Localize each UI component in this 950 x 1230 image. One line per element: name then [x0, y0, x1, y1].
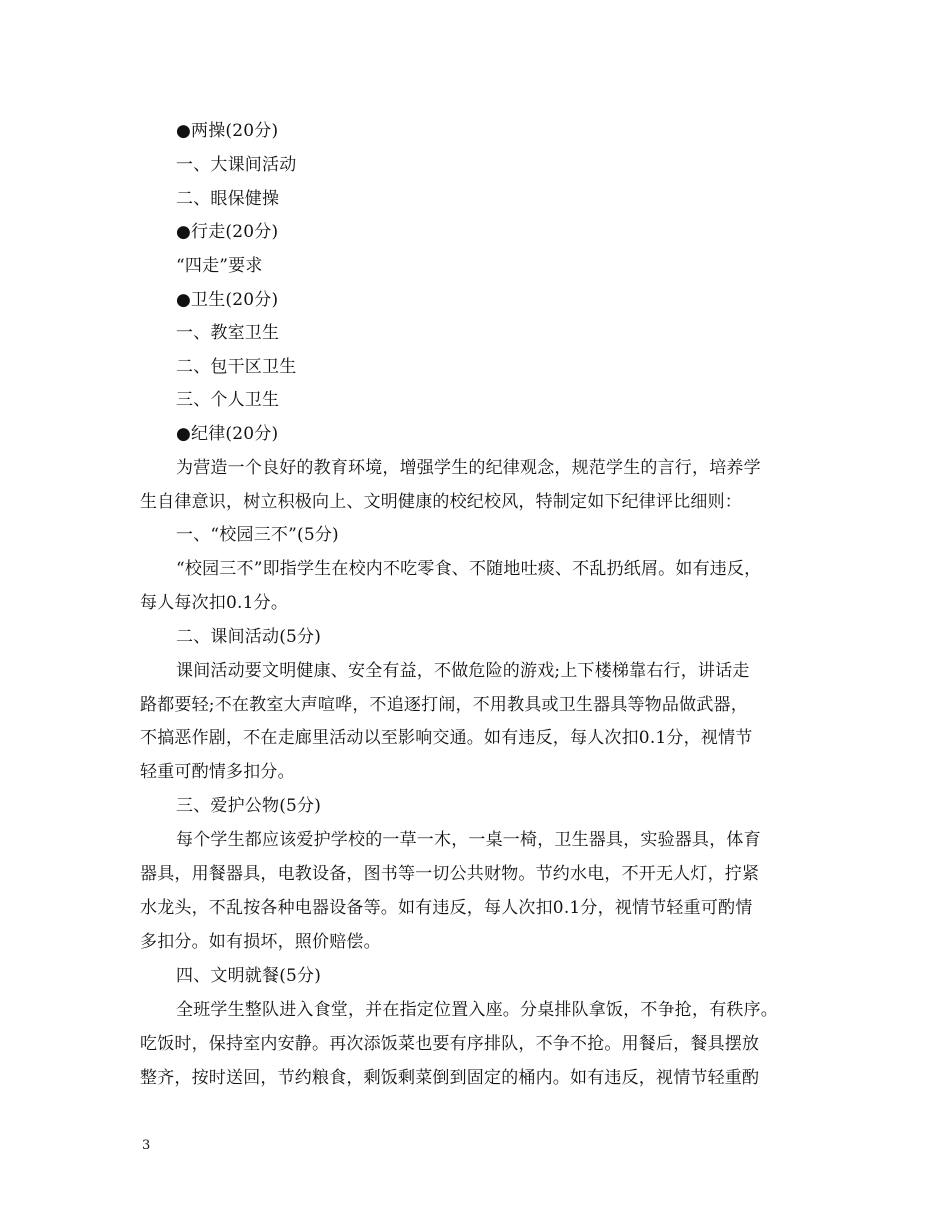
item-big-recess-activity: 一、大课间活动: [176, 155, 297, 175]
paragraph-line: 每个学生都应该爱护学校的一草一木，一桌一椅，卫生器具，实验器具，体育: [176, 830, 761, 850]
page-number: 3: [142, 1138, 151, 1153]
subheading-protect-property: 三、爱护公物(5分): [176, 796, 322, 816]
heading-hygiene: ●卫生(20分): [176, 290, 279, 310]
item-classroom-hygiene: 一、教室卫生: [176, 323, 280, 343]
paragraph-line: 为营造一个良好的教育环境，增强学生的纪律观念，规范学生的言行，培养学: [176, 458, 761, 478]
item-personal-hygiene: 三、个人卫生: [176, 390, 280, 410]
paragraph-line: 课间活动要文明健康、安全有益，不做危险的游戏;上下楼梯靠右行，讲话走: [176, 661, 750, 681]
paragraph-line: 生自律意识，树立积极向上、文明健康的校纪校风，特制定如下纪律评比细则：: [140, 492, 742, 512]
paragraph-line: 全班学生整队进入食堂，并在指定位置入座。分桌排队拿饭，不争抢，有秩序。: [176, 1000, 778, 1020]
heading-two-exercises: ●两操(20分): [176, 121, 279, 141]
paragraph-line: 水龙头，不乱按各种电器设备等。如有违反，每人次扣0.1分，视情节轻重可酌情: [140, 898, 753, 918]
paragraph-line: 吃饭时，保持室内安静。再次添饭菜也要有序排队，不争不抢。用餐后，餐具摆放: [140, 1034, 760, 1054]
paragraph-line: 器具，用餐器具，电教设备，图书等一切公共财物。节约水电，不开无人灯，拧紧: [140, 864, 760, 884]
paragraph-line: 路都要轻;不在教室大声喧哗，不追逐打闹，不用教具或卫生器具等物品做武器，: [140, 695, 748, 715]
heading-walking: ●行走(20分): [176, 222, 279, 242]
subheading-civilized-dining: 四、文明就餐(5分): [176, 966, 322, 986]
subheading-campus-three-nos: 一、“校园三不”(5分): [176, 525, 339, 545]
heading-discipline: ●纪律(20分): [176, 424, 279, 444]
item-area-hygiene: 二、包干区卫生: [176, 357, 297, 377]
subheading-recess-activity: 二、课间活动(5分): [176, 627, 322, 647]
paragraph-line: “校园三不”即指学生在校内不吃零食、不随地吐痰、不乱扔纸屑。如有违反，: [176, 559, 762, 579]
paragraph-line: 多扣分。如有损坏，照价赔偿。: [140, 932, 381, 952]
paragraph-line: 不搞恶作剧，不在走廊里活动以至影响交通。如有违反，每人次扣0.1分，视情节: [140, 728, 753, 748]
paragraph-line: 整齐，按时送回，节约粮食，剩饭剩菜倒到固定的桶内。如有违反，视情节轻重酌: [140, 1068, 760, 1088]
paragraph-line: 轻重可酌情多扣分。: [140, 762, 295, 782]
item-eye-exercises: 二、眼保健操: [176, 189, 280, 209]
item-four-walk-requirements: “四走”要求: [176, 256, 263, 276]
paragraph-line: 每人每次扣0.1分。: [140, 593, 289, 613]
